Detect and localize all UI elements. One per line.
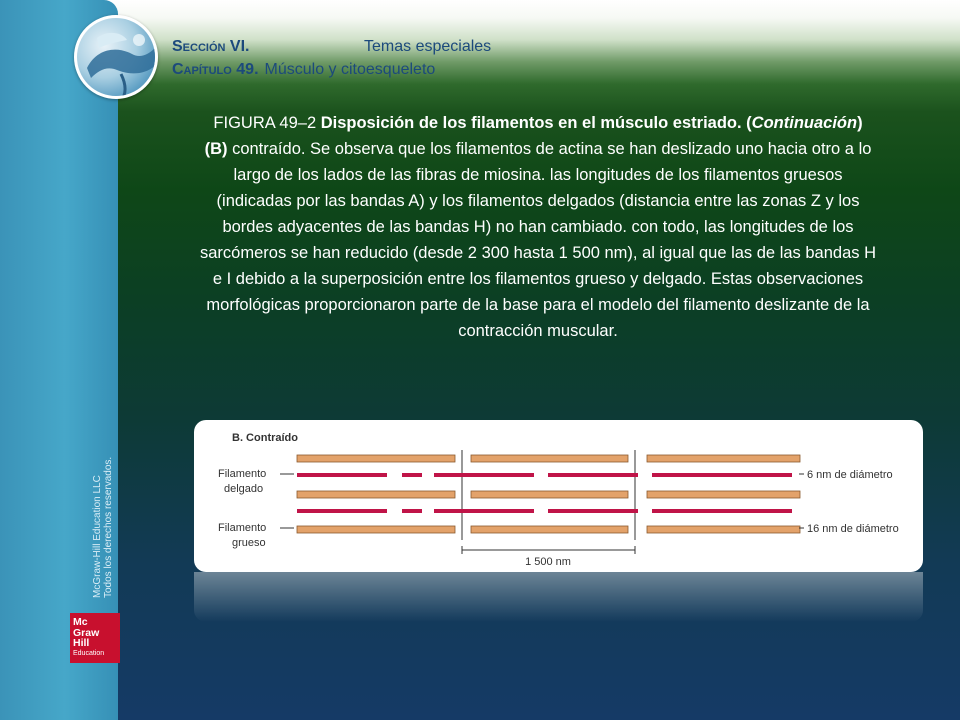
figure-reflection bbox=[194, 572, 923, 622]
section-label: Sección VI. bbox=[172, 38, 250, 55]
figure-title: Disposición de los filamentos en el músculo estriado. bbox=[320, 114, 742, 132]
thick-filament bbox=[647, 491, 800, 498]
thick-diameter-label: 16 nm de diámetro bbox=[807, 523, 899, 535]
thin-filament bbox=[434, 473, 534, 477]
sarcomere-diagram bbox=[194, 420, 923, 572]
panel-title: B. Contraído bbox=[232, 432, 298, 444]
copyright-notice bbox=[92, 457, 114, 598]
figure-caption: FIGURA 49–2 Disposición de los filamentos en el músculo estriado. (Continuación) (B) contraído. Se observa que los filamentos de actina se han deslizado uno hacia otro a lo largo de los lados de las fibras de miosina. las longitudes de los filamentos gruesos (indicadas por las bandas A) y los filamentos delgados (distancia entre las zonas Z y los bordes adyacentes de las bandas H) no han cambiado. con todo, las longitudes de los sarcómeros se han reducido (desde 2 300 hasta 1 500 nm), al igual que las de las bandas H e I debido a la superposición entre los filamentos grueso y delgado. Estas observaciones morfológicas proporcionaron parte de la base para el modelo del filamento deslizante de la contracción muscular. bbox=[200, 114, 877, 340]
caption-part: (B) bbox=[204, 140, 228, 158]
thick-filament bbox=[297, 455, 455, 462]
publisher-logo bbox=[70, 613, 120, 663]
thick-filament bbox=[471, 455, 628, 462]
thick-filament bbox=[297, 491, 455, 498]
thin-filament bbox=[548, 509, 638, 513]
brand-line-1: Mc bbox=[73, 616, 88, 628]
section-heading bbox=[172, 38, 249, 56]
thick-filament-label-2: grueso bbox=[232, 537, 266, 549]
thin-diameter-label: 6 nm de diámetro bbox=[807, 469, 893, 481]
copyright-line-1: McGraw-Hill Education LLC bbox=[92, 475, 103, 598]
thin-filament bbox=[652, 509, 792, 513]
thick-filaments bbox=[297, 455, 800, 533]
thick-filament bbox=[471, 526, 628, 533]
figure-panel bbox=[194, 420, 923, 572]
caption-continuation: Continuación bbox=[751, 114, 858, 132]
thick-filament bbox=[471, 491, 628, 498]
sarcomere-length-label: 1 500 nm bbox=[525, 556, 571, 568]
thick-filament bbox=[647, 526, 800, 533]
thin-filament bbox=[652, 473, 792, 477]
caption-body: contraído. Se observa que los filamentos de actina se han deslizado uno hacia otro a lo largo de los lados de las fibras de miosina. las longitudes de los filamentos gruesos (indicadas por las bandas A) y los filamentos delgados (distancia entre las zonas Z y los bordes adyacentes de las bandas H) no han cambiado. con todo, las longitudes de los sarcómeros se han reducido (desde 2 300 hasta 1 500 nm), al igual que las de las bandas H e I debido a la superposición entre los filamentos grueso y delgado. Estas observaciones morfológicas proporcionaron parte de la base para el modelo del filamento deslizante de la contracción muscular. bbox=[200, 140, 877, 340]
thin-filament bbox=[297, 509, 387, 513]
chapter-heading bbox=[172, 61, 435, 79]
thin-filament bbox=[297, 473, 387, 477]
thin-filament bbox=[402, 509, 422, 513]
chapter-label: Capítulo 49. bbox=[172, 61, 259, 78]
figure-id: FIGURA 49–2 bbox=[213, 114, 317, 132]
copyright-line-2: Todos los derechos reservados. bbox=[103, 456, 114, 598]
thin-filament-label-1: Filamento bbox=[218, 468, 267, 480]
thin-filament-label-2: delgado bbox=[224, 483, 264, 495]
thick-filament bbox=[647, 455, 800, 462]
chapter-title: Músculo y citoesqueleto bbox=[264, 61, 436, 78]
thin-filament bbox=[434, 509, 534, 513]
thick-filament-label-1: Filamento bbox=[218, 522, 267, 534]
chapter-image bbox=[74, 15, 158, 99]
brand-line-3: Hill bbox=[73, 637, 90, 649]
section-topic: Temas especiales bbox=[364, 38, 492, 55]
sidebar bbox=[0, 0, 118, 720]
thin-filament bbox=[402, 473, 422, 477]
thin-filament bbox=[548, 473, 638, 477]
brand-line-4: Education bbox=[73, 649, 105, 657]
reflection-diagram bbox=[194, 572, 923, 622]
thick-filament bbox=[297, 526, 455, 533]
brand-line-2: Graw bbox=[73, 626, 100, 639]
